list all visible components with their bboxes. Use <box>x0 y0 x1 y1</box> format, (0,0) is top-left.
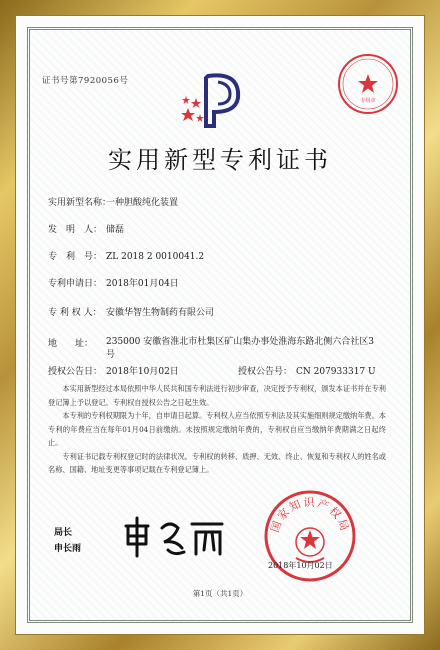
certificate-number: 证书号第7920056号 <box>42 76 129 86</box>
handwritten-signature-icon <box>118 512 230 562</box>
svg-text:专用章: 专用章 <box>360 98 376 104</box>
filing-date-row <box>48 276 179 289</box>
filing-date-label: 专利申请日： <box>48 279 103 289</box>
patentee-row <box>48 305 214 318</box>
agency-seal-icon <box>336 52 400 116</box>
inventor-row <box>48 222 124 235</box>
filing-date-value: 2018年01月04日 <box>106 279 179 289</box>
seal-date: 2018年10月02日 <box>268 561 333 570</box>
patent-number-row <box>48 249 204 262</box>
certificate-body <box>48 382 386 477</box>
patent-number-label: 专 利 号： <box>48 252 103 262</box>
cnipa-logo-icon <box>178 68 258 128</box>
address-label: 地 址： <box>48 339 94 349</box>
address-row <box>48 336 106 349</box>
body-paragraph: 专利证书记载专利权登记时的法律状况。专利权的转移、质押、无效、终止、恢复和专利权人的姓名或名称、国籍、地址变更等事项记载在专利登记簿上。 <box>48 451 386 474</box>
name-label: 实用新型名称： <box>48 198 112 208</box>
certificate-title: 实用新型专利证书 <box>108 146 332 174</box>
grant-number-value: CN 207933317 U <box>296 367 376 377</box>
utility-model-name-row <box>48 195 178 208</box>
inventor-value: 储磊 <box>106 225 125 235</box>
inventor-label: 发 明 人： <box>48 225 103 235</box>
body-paragraph: 本实用新型经过本局依照中华人民共和国专利法进行初步审查，决定授予专利权，颁发本证书并在专利登记簿上予以登记。专利权自授权公告之日起生效。 <box>48 384 386 407</box>
patent-number-value: ZL 2018 2 0010041.2 <box>106 252 205 262</box>
grant-number-label: 授权公告号： <box>238 367 293 377</box>
name-value: 一种胆酸纯化装置 <box>106 198 179 208</box>
signatory-name: 申长雨 <box>54 544 82 554</box>
patentee-value: 安徽华智生物制药有限公司 <box>106 308 215 318</box>
address-value: 235000 安徽省淮北市杜集区矿山集办事处淮海东路北侧六合社区3号 <box>106 337 374 360</box>
body-paragraph: 本专利的专利权期限为十年，自申请日起算。专利权人应当依照专利法及其实施细则规定缴纳年费。本专利的年费应当在每年01月04日前缴纳。未按照规定缴纳年费的，专利权自应当缴纳年费期满之日起终止。 <box>48 411 386 447</box>
signatory-title: 局长 <box>54 528 73 538</box>
page-indicator: 第1页（共1页） <box>192 589 248 598</box>
patentee-label: 专 利 权 人： <box>48 308 102 318</box>
svg-text:国家知识产权局: 国家知识产权局 <box>268 496 352 535</box>
grant-date-row <box>48 364 179 377</box>
grant-number-row <box>238 364 376 377</box>
grant-date-value: 2018年10月02日 <box>106 367 179 377</box>
grant-date-label: 授权公告日： <box>48 367 103 377</box>
